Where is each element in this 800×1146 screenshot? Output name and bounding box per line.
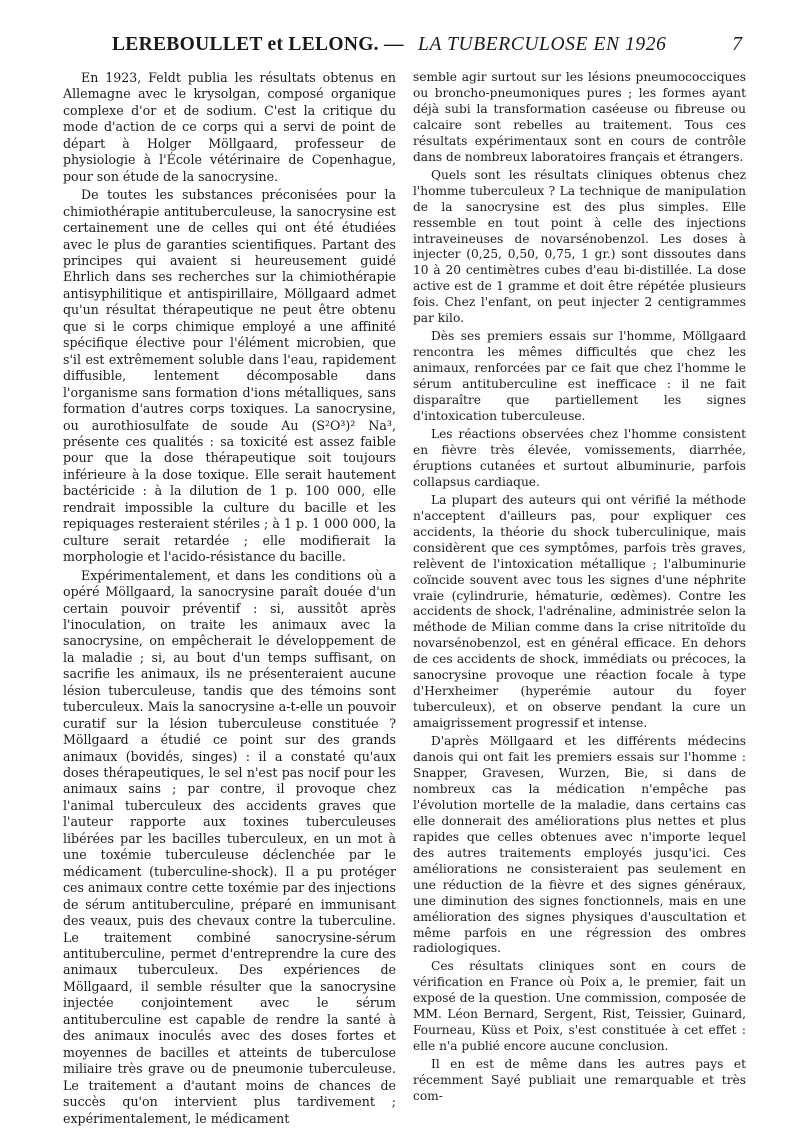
paragraph: Il en est de même dans les autres pays et récemment Sayé publiait une remarquable et très com- bbox=[413, 1057, 746, 1104]
paragraph: La plupart des auteurs qui ont vérifié la méthode n'acceptent d'ailleurs pas, pour expliquer ces accidents, la théorie du shock tuberculinique, mais considèrent que ces symptômes, parfois très graves, relèvent de l'intoxication métallique ; l'albuminurie coïncide souvent avec tous les signes d'une néphrite vraie (cylindrurie, hématurie, œdèmes). Contre les accidents de shock, l'adrénaline, administrée selon la méthode de Milian comme dans la crise nitritoïde du novarsénobenzol, est en général efficace. En dehors de ces accidents de shock, immédiats ou précoces, la sanocrysine provoque une réaction focale à type d'Herxheimer (hyperémie autour du foyer tuberculeux), et on observe pendant la cure un amaigrissement progressif et intense. bbox=[413, 492, 746, 731]
paragraph-continued: semble agir surtout sur les lésions pneumococciques ou broncho-pneumoniques pures ; les formes ayant déjà subi la transformation caséeuse ou fibreuse ou calcaire sont rebelles au traitement. Tous ces résultats expérimentaux sont en cours de contrôle dans de nombreux laboratoires français et étrangers. bbox=[413, 70, 746, 164]
paragraph: Quels sont les résultats cliniques obtenus chez l'homme tuberculeux ? La technique de manipulation de la sanocrysine est des plus simples. Elle ressemble en tout point à celle des injections intraveineuses de novarsénobenzol. Les doses à injecter (0,25, 0,50, 0,75, 1 gr.) sont dissoutes dans 10 à 20 centimètres cubes d'eau bi-distillée. La dose active est de 1 gramme et doit être répétée plusieurs fois. Chez l'enfant, on peut injecter 2 centigrammes par kilo. bbox=[413, 167, 746, 326]
header-title: LA TUBERCULOSE EN 1926 bbox=[418, 34, 667, 55]
running-header bbox=[112, 34, 742, 64]
paragraph: Les réactions observées chez l'homme consistent en fièvre très élevée, vomissements, diarrhée, éruptions cutanées et surtout albuminurie, parfois collapsus cardiaque. bbox=[413, 426, 746, 489]
paragraph: Expérimentalement, et dans les conditions où a opéré Möllgaard, la sanocrysine paraît douée d'un certain pouvoir préventif : si, aussitôt après l'inoculation, on traite les animaux avec la sanocrysine, on empêcherait le développement de la maladie ; si, au bout d'un temps suffisant, on sacrifie les animaux, ils ne présenteraient aucune lésion tuberculeuse, tandis que des témoins sont tuberculeux. Mais la sanocrysine a-t-elle un pouvoir curatif sur la lésion tuberculeuse constituée ? Möllgaard a étudié ce point sur des grands animaux (bovidés, singes) : il a constaté qu'aux doses thérapeutiques, le sel n'est pas nocif pour les animaux sains ; par contre, il provoque chez l'animal tuberculeux des accidents graves que l'auteur rapporte aux toxines tuberculeuses libérées par les bacilles tuberculeux, en un mot à une toxémie tuberculeuse déclenchée par le médicament (tuberculine-shock). Il a pu protéger ces animaux contre cette toxémie par des injections de sérum antituberculine, préparé en immunisant des veaux, puis des chevaux contre la tuberculine. Le traitement combiné sanocrysine-sérum antituberculine, permet d'entreprendre la cure des animaux tuberculeux. Des expériences de Möllgaard, il semble résulter que la sanocrysine injectée conjointement avec le sérum antituberculine est capable de rendre la santé à des animaux inoculés avec des doses fortes et moyennes de bacilles et atteints de tuberculose miliaire très grave ou de pneumonie tuberculeuse. Le traitement a d'autant moins de chances de succès qu'on intervient plus tardivement ; expérimentalement, le médicament bbox=[63, 567, 396, 1126]
paragraph: Ces résultats cliniques sont en cours de vérification en France où Poix a, le premier, fait un exposé de la question. Une commission, composée de MM. Léon Bernard, Sergent, Rist, Teissier, Guinard, Fourneau, Küss et Poix, s'est constituée à cet effet : elle n'a publié encore aucune conclusion. bbox=[413, 959, 746, 1054]
header-authors: LEREBOULLET et LELONG. — bbox=[112, 34, 404, 55]
right-column bbox=[413, 70, 746, 1107]
paragraph: D'après Möllgaard et les différents médecins danois qui ont fait les premiers essais sur l'homme : Snapper, Gravesen, Wurzen, Bie, si dans de nombreux cas la médication n'empêche pas l'évolution mortelle de la maladie, dans certains cas elle donnerait des améliorations plus nettes et plus rapides que celles obtenues avec n'importe lequel des autres traitements employés jusqu'ici. Ces améliorations ne consisteraient pas seulement en une réduction de la fièvre et des signes généraux, une diminution des signes fonctionnels, mais en une amélioration des signes physiques d'auscultation et même parfois en une régression des ombres radiologiques. bbox=[413, 734, 746, 956]
paragraph: En 1923, Feldt publia les résultats obtenus en Allemagne avec le krysolgan, composé organique complexe d'or et de sodium. C'est la critique du mode d'action de ce corps qui a servi de point de départ à Holger Möllgaard, professeur de physiologie à l'École vétérinaire de Copenhague, pour son étude de la sanocrysine. bbox=[63, 70, 396, 184]
paragraph: De toutes les substances préconisées pour la chimiothérapie antituberculeuse, la sanocrysine est certainement une de celles qui ont été étudiées avec le plus de garanties scientifiques. Partant des principes qui avaient si heureusement guidé Ehrlich dans ses recherches sur la chimiothérapie antisyphilitique et antispirillaire, Möllgaard admet qu'un résultat thérapeutique ne peut être obtenu que si le corps chimique employé a une affinité spécifique élective pour l'élément microbien, que s'il est extrêmement soluble dans l'eau, rapidement diffusible, lentement décomposable dans l'organisme sans formation d'ions métalliques, sans formation d'autres corps toxiques. La sanocrysine, ou aurothiosulfate de soude Au (S²O³)² Na³, présente ces qualités : sa toxicité est assez faible pour que la dose thérapeutique soit toujours inférieure à la dose toxique. Elle serait hautement bactéricide : à la dilution de 1 p. 100 000, elle rendrait impossible la culture du bacille et les repiquages resteraient stériles ; à 1 p. 1 000 000, la culture serait retardée ; elle modifierait la morphologie et l'acido-résistance du bacille. bbox=[63, 187, 396, 565]
left-column bbox=[63, 70, 396, 1129]
page-number: 7 bbox=[732, 34, 742, 55]
paragraph: Dès ses premiers essais sur l'homme, Möllgaard rencontra les mêmes difficultés que chez les animaux, renforcées par ce fait que chez l'homme le sérum antituberculine est inefficace : il ne fait disparaître que partiellement les signes d'intoxication tuberculeuse. bbox=[413, 329, 746, 424]
